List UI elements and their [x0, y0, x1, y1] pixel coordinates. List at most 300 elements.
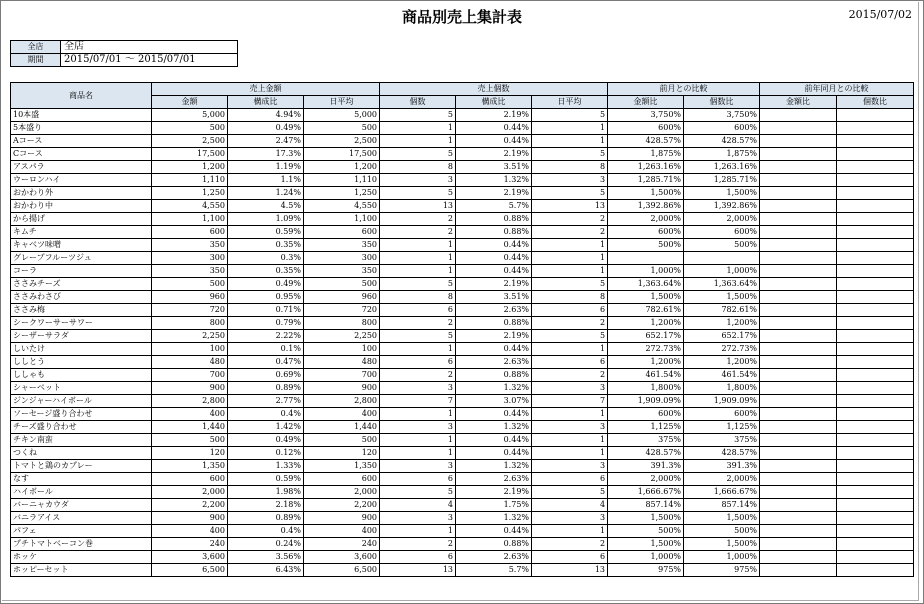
cell-prev-month-quantity-ratio: 1,909.09% [684, 395, 760, 408]
cell-prev-year-amount-ratio [760, 148, 837, 161]
cell-amount: 2,000 [152, 486, 228, 499]
cell-amount-ratio: 2.18% [228, 499, 304, 512]
cell-prev-year-amount-ratio [760, 499, 837, 512]
cell-amount: 1,440 [152, 421, 228, 434]
cell-prev-month-amount-ratio: 1,500% [608, 512, 684, 525]
cell-prev-month-quantity-ratio: 1,363.64% [684, 278, 760, 291]
cell-prev-month-quantity-ratio: 428.57% [684, 447, 760, 460]
cell-quantity-ratio: 1.75% [456, 499, 532, 512]
cell-quantity-daily-avg: 2 [532, 226, 608, 239]
cell-amount: 720 [152, 304, 228, 317]
cell-prev-month-amount-ratio: 1,800% [608, 382, 684, 395]
cell-quantity-daily-avg: 3 [532, 512, 608, 525]
cell-amount: 900 [152, 382, 228, 395]
cell-product-name: つくね [11, 447, 152, 460]
cell-amount: 300 [152, 252, 228, 265]
table-body [11, 109, 914, 577]
subheader-prev-year-amount-ratio: 金額比 [760, 96, 837, 109]
cell-quantity-ratio: 2.19% [456, 148, 532, 161]
table-row [11, 525, 914, 538]
report-date: 2015/07/02 [848, 8, 912, 21]
cell-quantity-daily-avg: 1 [532, 135, 608, 148]
cell-amount-ratio: 0.24% [228, 538, 304, 551]
cell-amount: 500 [152, 278, 228, 291]
cell-amount-ratio: 0.35% [228, 265, 304, 278]
cell-quantity-daily-avg: 6 [532, 551, 608, 564]
cell-quantity: 7 [380, 395, 456, 408]
cell-amount-daily-avg: 6,500 [304, 564, 380, 577]
cell-amount-daily-avg: 1,110 [304, 174, 380, 187]
cell-amount-ratio: 0.1% [228, 343, 304, 356]
cell-quantity-ratio: 0.88% [456, 213, 532, 226]
cell-quantity-daily-avg: 5 [532, 278, 608, 291]
subheader-amount-ratio: 構成比 [228, 96, 304, 109]
cell-amount-ratio: 1.42% [228, 421, 304, 434]
cell-product-name: Aコース [11, 135, 152, 148]
cell-prev-month-amount-ratio: 1,500% [608, 538, 684, 551]
cell-prev-year-quantity-ratio [837, 278, 914, 291]
cell-prev-year-quantity-ratio [837, 161, 914, 174]
cell-quantity-ratio: 2.19% [456, 486, 532, 499]
cell-amount-ratio: 0.49% [228, 434, 304, 447]
table-row [11, 135, 914, 148]
cell-prev-month-quantity-ratio: 500% [684, 239, 760, 252]
table-row [11, 512, 914, 525]
cell-quantity: 6 [380, 473, 456, 486]
cell-amount-daily-avg: 400 [304, 408, 380, 421]
cell-prev-month-quantity-ratio: 1,200% [684, 356, 760, 369]
cell-prev-month-amount-ratio: 600% [608, 122, 684, 135]
cell-quantity-daily-avg: 5 [532, 486, 608, 499]
table-row [11, 486, 914, 499]
cell-product-name: しいたけ [11, 343, 152, 356]
cell-prev-year-quantity-ratio [837, 330, 914, 343]
cell-prev-month-quantity-ratio: 600% [684, 226, 760, 239]
cell-prev-year-quantity-ratio [837, 252, 914, 265]
subheader-quantity: 個数 [380, 96, 456, 109]
cell-amount-daily-avg: 3,600 [304, 551, 380, 564]
cell-amount: 5,000 [152, 109, 228, 122]
cell-prev-year-amount-ratio [760, 356, 837, 369]
cell-amount-daily-avg: 350 [304, 265, 380, 278]
cell-amount-daily-avg: 4,550 [304, 200, 380, 213]
cell-prev-year-amount-ratio [760, 434, 837, 447]
cell-amount: 1,350 [152, 460, 228, 473]
cell-prev-month-amount-ratio: 652.17% [608, 330, 684, 343]
cell-quantity: 1 [380, 122, 456, 135]
period-row [11, 54, 238, 67]
cell-amount: 960 [152, 291, 228, 304]
cell-prev-month-amount-ratio: 600% [608, 408, 684, 421]
cell-prev-year-quantity-ratio [837, 265, 914, 278]
cell-quantity-daily-avg: 1 [532, 343, 608, 356]
cell-prev-month-quantity-ratio: 600% [684, 122, 760, 135]
cell-prev-month-quantity-ratio: 600% [684, 408, 760, 421]
cell-amount-ratio: 0.95% [228, 291, 304, 304]
cell-quantity-ratio: 1.32% [456, 174, 532, 187]
cell-product-name: パフェ [11, 525, 152, 538]
cell-quantity-daily-avg: 6 [532, 356, 608, 369]
cell-product-name: シャーベット [11, 382, 152, 395]
table-row [11, 161, 914, 174]
cell-prev-year-amount-ratio [760, 265, 837, 278]
group-header-prev-year: 前年同月との比較 [760, 83, 914, 96]
cell-amount-ratio: 0.49% [228, 122, 304, 135]
cell-amount-ratio: 0.59% [228, 473, 304, 486]
cell-prev-year-amount-ratio [760, 421, 837, 434]
cell-quantity-daily-avg: 13 [532, 200, 608, 213]
cell-prev-month-amount-ratio: 1,363.64% [608, 278, 684, 291]
cell-prev-month-quantity-ratio: 500% [684, 525, 760, 538]
cell-quantity-daily-avg: 5 [532, 330, 608, 343]
cell-amount-daily-avg: 500 [304, 434, 380, 447]
table-row [11, 499, 914, 512]
group-header-prev-month: 前月との比較 [608, 83, 760, 96]
cell-amount: 2,800 [152, 395, 228, 408]
cell-quantity: 2 [380, 369, 456, 382]
cell-amount-ratio: 2.77% [228, 395, 304, 408]
cell-prev-year-amount-ratio [760, 317, 837, 330]
cell-product-name: から揚げ [11, 213, 152, 226]
cell-quantity-daily-avg: 8 [532, 161, 608, 174]
cell-prev-year-quantity-ratio [837, 148, 914, 161]
cell-amount-ratio: 0.4% [228, 525, 304, 538]
cell-product-name: ささみ梅 [11, 304, 152, 317]
cell-quantity-daily-avg: 4 [532, 499, 608, 512]
cell-amount-daily-avg: 1,350 [304, 460, 380, 473]
cell-amount-daily-avg: 1,440 [304, 421, 380, 434]
cell-prev-year-amount-ratio [760, 330, 837, 343]
cell-prev-year-quantity-ratio [837, 239, 914, 252]
cell-amount-daily-avg: 1,100 [304, 213, 380, 226]
cell-amount: 400 [152, 525, 228, 538]
table-row [11, 174, 914, 187]
cell-prev-year-amount-ratio [760, 564, 837, 577]
cell-amount: 600 [152, 473, 228, 486]
table-row [11, 434, 914, 447]
table-row [11, 330, 914, 343]
cell-quantity-ratio: 2.19% [456, 330, 532, 343]
cell-amount-daily-avg: 800 [304, 317, 380, 330]
cell-prev-year-amount-ratio [760, 278, 837, 291]
cell-quantity: 6 [380, 356, 456, 369]
cell-prev-month-amount-ratio: 1,000% [608, 265, 684, 278]
subheader-quantity-ratio: 構成比 [456, 96, 532, 109]
cell-quantity-daily-avg: 5 [532, 187, 608, 200]
cell-prev-year-amount-ratio [760, 460, 837, 473]
cell-amount: 6,500 [152, 564, 228, 577]
cell-quantity-ratio: 0.88% [456, 538, 532, 551]
cell-quantity-ratio: 3.51% [456, 291, 532, 304]
cell-amount-ratio: 0.79% [228, 317, 304, 330]
cell-prev-month-quantity-ratio: 272.73% [684, 343, 760, 356]
table-row [11, 460, 914, 473]
cell-prev-month-amount-ratio: 857.14% [608, 499, 684, 512]
cell-prev-year-amount-ratio [760, 200, 837, 213]
cell-quantity-ratio: 0.44% [456, 239, 532, 252]
cell-quantity: 5 [380, 187, 456, 200]
cell-quantity-ratio: 0.44% [456, 343, 532, 356]
cell-prev-year-quantity-ratio [837, 551, 914, 564]
sales-summary-table [10, 82, 914, 577]
cell-prev-year-quantity-ratio [837, 421, 914, 434]
cell-amount: 3,600 [152, 551, 228, 564]
cell-quantity-ratio: 0.44% [456, 122, 532, 135]
cell-prev-year-quantity-ratio [837, 538, 914, 551]
cell-quantity: 1 [380, 408, 456, 421]
period-label: 期間 [11, 54, 61, 67]
cell-prev-year-amount-ratio [760, 369, 837, 382]
subheader-amount: 金額 [152, 96, 228, 109]
table-row [11, 317, 914, 330]
cell-prev-year-quantity-ratio [837, 473, 914, 486]
product-name-header: 商品名 [11, 83, 152, 109]
cell-prev-month-quantity-ratio: 1,500% [684, 187, 760, 200]
cell-quantity-daily-avg: 8 [532, 291, 608, 304]
cell-quantity-ratio: 1.32% [456, 421, 532, 434]
cell-amount-daily-avg: 1,250 [304, 187, 380, 200]
cell-product-name: チキン南蛮 [11, 434, 152, 447]
cell-prev-month-quantity-ratio: 1,200% [684, 317, 760, 330]
cell-quantity-daily-avg: 1 [532, 408, 608, 421]
cell-prev-year-quantity-ratio [837, 109, 914, 122]
cell-prev-month-quantity-ratio: 391.3% [684, 460, 760, 473]
cell-quantity-ratio: 0.44% [456, 525, 532, 538]
cell-amount-daily-avg: 2,000 [304, 486, 380, 499]
cell-quantity-daily-avg: 1 [532, 265, 608, 278]
cell-prev-month-quantity-ratio: 2,000% [684, 213, 760, 226]
cell-quantity-daily-avg: 3 [532, 460, 608, 473]
cell-prev-month-amount-ratio: 1,500% [608, 187, 684, 200]
cell-amount: 800 [152, 317, 228, 330]
cell-amount-daily-avg: 2,800 [304, 395, 380, 408]
cell-prev-month-amount-ratio: 975% [608, 564, 684, 577]
cell-quantity-ratio: 2.19% [456, 187, 532, 200]
cell-prev-month-amount-ratio: 1,000% [608, 551, 684, 564]
cell-prev-month-amount-ratio: 461.54% [608, 369, 684, 382]
cell-quantity-daily-avg: 1 [532, 122, 608, 135]
cell-quantity: 1 [380, 447, 456, 460]
cell-prev-month-amount-ratio: 1,666.67% [608, 486, 684, 499]
cell-prev-month-amount-ratio: 1,392.86% [608, 200, 684, 213]
cell-amount: 1,200 [152, 161, 228, 174]
cell-quantity: 5 [380, 278, 456, 291]
cell-product-name: キムチ [11, 226, 152, 239]
cell-amount: 350 [152, 265, 228, 278]
cell-prev-month-amount-ratio: 1,200% [608, 317, 684, 330]
cell-amount: 2,500 [152, 135, 228, 148]
cell-amount-ratio: 17.3% [228, 148, 304, 161]
cell-prev-year-quantity-ratio [837, 226, 914, 239]
cell-quantity-daily-avg: 1 [532, 447, 608, 460]
cell-amount-daily-avg: 5,000 [304, 109, 380, 122]
cell-prev-month-amount-ratio: 500% [608, 525, 684, 538]
cell-amount-ratio: 0.89% [228, 512, 304, 525]
cell-prev-month-quantity-ratio: 652.17% [684, 330, 760, 343]
cell-quantity: 3 [380, 460, 456, 473]
cell-quantity: 5 [380, 486, 456, 499]
cell-amount-ratio: 0.47% [228, 356, 304, 369]
cell-amount-ratio: 1.19% [228, 161, 304, 174]
cell-product-name: トマトと鶏のカプレー [11, 460, 152, 473]
cell-amount-daily-avg: 500 [304, 122, 380, 135]
cell-quantity-daily-avg: 1 [532, 525, 608, 538]
table-row [11, 291, 914, 304]
table-row [11, 226, 914, 239]
cell-amount-daily-avg: 400 [304, 525, 380, 538]
cell-amount-daily-avg: 2,250 [304, 330, 380, 343]
cell-amount-daily-avg: 500 [304, 278, 380, 291]
cell-product-name: ウーロンハイ [11, 174, 152, 187]
group-header-sales-amount: 売上金額 [152, 83, 380, 96]
cell-prev-year-quantity-ratio [837, 395, 914, 408]
cell-amount: 480 [152, 356, 228, 369]
cell-quantity: 13 [380, 200, 456, 213]
cell-amount: 240 [152, 538, 228, 551]
cell-prev-year-quantity-ratio [837, 317, 914, 330]
cell-prev-month-amount-ratio: 1,263.16% [608, 161, 684, 174]
cell-prev-month-amount-ratio: 391.3% [608, 460, 684, 473]
table-row [11, 265, 914, 278]
cell-prev-year-amount-ratio [760, 382, 837, 395]
cell-prev-year-amount-ratio [760, 304, 837, 317]
cell-quantity-ratio: 0.44% [456, 265, 532, 278]
cell-prev-year-quantity-ratio [837, 512, 914, 525]
cell-amount-ratio: 1.09% [228, 213, 304, 226]
table-row [11, 538, 914, 551]
cell-prev-month-amount-ratio: 1,125% [608, 421, 684, 434]
cell-prev-year-quantity-ratio [837, 408, 914, 421]
cell-amount-ratio: 1.1% [228, 174, 304, 187]
cell-product-name: シーザーサラダ [11, 330, 152, 343]
cell-amount: 500 [152, 122, 228, 135]
cell-prev-year-amount-ratio [760, 135, 837, 148]
cell-amount-ratio: 0.69% [228, 369, 304, 382]
cell-amount-daily-avg: 1,200 [304, 161, 380, 174]
cell-quantity: 3 [380, 512, 456, 525]
cell-prev-month-quantity-ratio: 782.61% [684, 304, 760, 317]
cell-prev-year-quantity-ratio [837, 499, 914, 512]
cell-quantity-ratio: 5.7% [456, 200, 532, 213]
cell-prev-year-quantity-ratio [837, 304, 914, 317]
cell-prev-year-amount-ratio [760, 122, 837, 135]
subheader-prev-month-quantity-ratio: 個数比 [684, 96, 760, 109]
cell-prev-month-amount-ratio: 428.57% [608, 135, 684, 148]
cell-prev-year-amount-ratio [760, 551, 837, 564]
cell-prev-month-quantity-ratio: 1,392.86% [684, 200, 760, 213]
cell-prev-year-amount-ratio [760, 395, 837, 408]
cell-prev-year-quantity-ratio [837, 356, 914, 369]
cell-prev-month-amount-ratio: 2,000% [608, 473, 684, 486]
cell-quantity-ratio: 1.32% [456, 512, 532, 525]
cell-prev-month-quantity-ratio: 375% [684, 434, 760, 447]
cell-amount-daily-avg: 350 [304, 239, 380, 252]
cell-quantity-ratio: 2.19% [456, 278, 532, 291]
cell-quantity-daily-avg: 2 [532, 369, 608, 382]
cell-product-name: アスパラ [11, 161, 152, 174]
cell-amount-ratio: 0.49% [228, 278, 304, 291]
cell-prev-month-amount-ratio: 1,500% [608, 291, 684, 304]
cell-prev-year-quantity-ratio [837, 200, 914, 213]
cell-prev-year-amount-ratio [760, 109, 837, 122]
cell-product-name: チーズ盛り合わせ [11, 421, 152, 434]
cell-amount-ratio: 1.24% [228, 187, 304, 200]
cell-quantity-ratio: 0.44% [456, 447, 532, 460]
cell-product-name: バニラアイス [11, 512, 152, 525]
cell-prev-month-quantity-ratio: 1,500% [684, 538, 760, 551]
cell-prev-year-amount-ratio [760, 239, 837, 252]
cell-quantity-daily-avg: 1 [532, 252, 608, 265]
subheader-quantity-daily-avg: 日平均 [532, 96, 608, 109]
cell-amount: 2,200 [152, 499, 228, 512]
cell-prev-month-amount-ratio: 500% [608, 239, 684, 252]
cell-prev-month-quantity-ratio: 1,500% [684, 512, 760, 525]
cell-amount-daily-avg: 2,500 [304, 135, 380, 148]
cell-amount: 700 [152, 369, 228, 382]
cell-prev-month-quantity-ratio: 1,500% [684, 291, 760, 304]
cell-prev-year-amount-ratio [760, 447, 837, 460]
cell-prev-year-amount-ratio [760, 473, 837, 486]
cell-prev-year-amount-ratio [760, 161, 837, 174]
cell-prev-month-quantity-ratio: 1,875% [684, 148, 760, 161]
cell-amount: 4,550 [152, 200, 228, 213]
cell-amount: 350 [152, 239, 228, 252]
cell-quantity-ratio: 3.51% [456, 161, 532, 174]
cell-quantity: 2 [380, 226, 456, 239]
cell-quantity-daily-avg: 7 [532, 395, 608, 408]
cell-amount-ratio: 2.22% [228, 330, 304, 343]
cell-prev-month-quantity-ratio: 3,750% [684, 109, 760, 122]
cell-amount-daily-avg: 600 [304, 226, 380, 239]
cell-amount: 1,100 [152, 213, 228, 226]
cell-amount-daily-avg: 100 [304, 343, 380, 356]
store-value: 全店 [61, 41, 238, 54]
cell-amount-daily-avg: 2,200 [304, 499, 380, 512]
cell-quantity-ratio: 2.19% [456, 109, 532, 122]
table-row [11, 382, 914, 395]
cell-prev-month-amount-ratio: 1,285.71% [608, 174, 684, 187]
cell-quantity-daily-avg: 13 [532, 564, 608, 577]
cell-quantity: 1 [380, 265, 456, 278]
table-row [11, 200, 914, 213]
table-row [11, 356, 914, 369]
cell-prev-year-amount-ratio [760, 486, 837, 499]
period-value: 2015/07/01 ～ 2015/07/01 [61, 54, 238, 67]
cell-prev-year-quantity-ratio [837, 460, 914, 473]
cell-quantity-daily-avg: 6 [532, 473, 608, 486]
cell-prev-year-quantity-ratio [837, 343, 914, 356]
cell-quantity-ratio: 1.32% [456, 382, 532, 395]
table-row [11, 252, 914, 265]
cell-quantity: 2 [380, 317, 456, 330]
cell-amount-daily-avg: 700 [304, 369, 380, 382]
cell-amount-daily-avg: 480 [304, 356, 380, 369]
cell-amount-ratio: 0.89% [228, 382, 304, 395]
cell-amount-ratio: 6.43% [228, 564, 304, 577]
cell-quantity-daily-avg: 6 [532, 304, 608, 317]
report-filter-table [10, 40, 238, 67]
cell-quantity: 6 [380, 551, 456, 564]
cell-quantity-ratio: 2.63% [456, 551, 532, 564]
cell-quantity: 3 [380, 174, 456, 187]
cell-quantity: 5 [380, 109, 456, 122]
cell-quantity-ratio: 0.88% [456, 226, 532, 239]
cell-prev-month-quantity-ratio: 975% [684, 564, 760, 577]
cell-quantity-daily-avg: 2 [532, 213, 608, 226]
cell-amount-ratio: 2.47% [228, 135, 304, 148]
cell-quantity-ratio: 5.7% [456, 564, 532, 577]
cell-amount: 2,250 [152, 330, 228, 343]
